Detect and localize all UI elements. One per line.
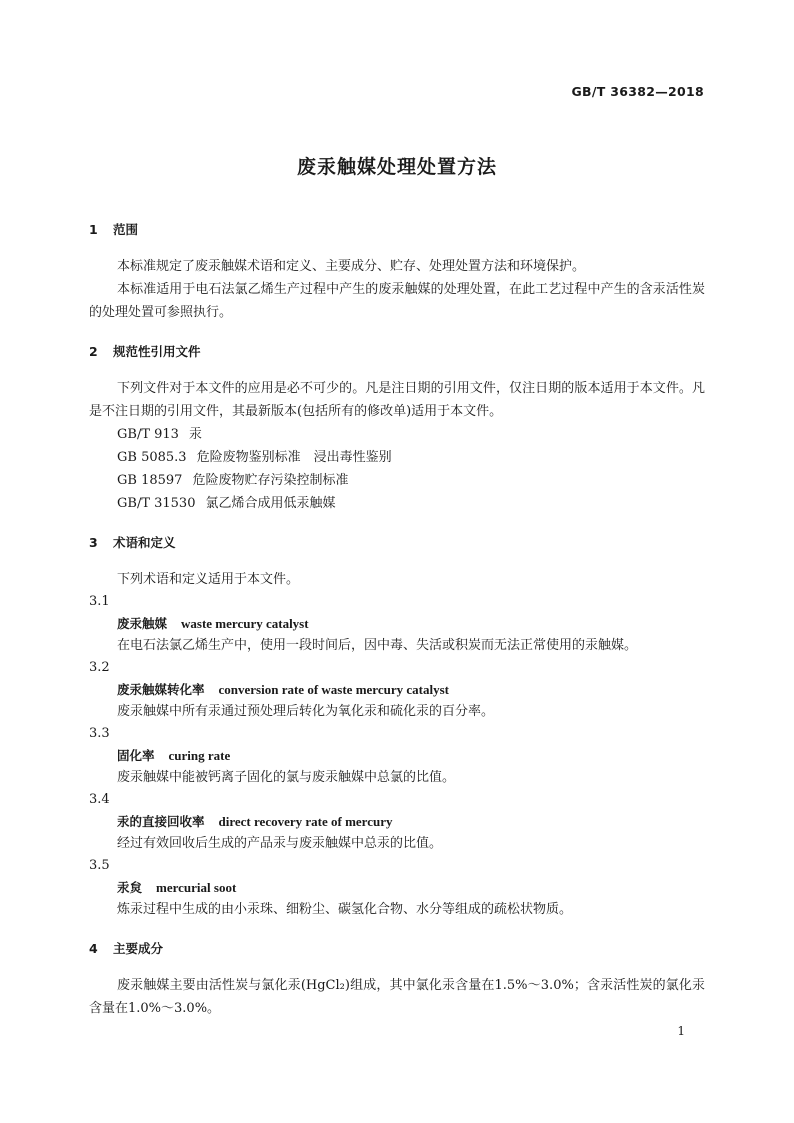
- reference-item: [89, 423, 705, 446]
- section-scope: [89, 220, 705, 324]
- term-chinese: 汞炱: [117, 880, 143, 895]
- term-definition: 废汞触媒中能被钙离子固化的氯与废汞触媒中总氯的比值。: [117, 770, 456, 785]
- section-heading: [89, 220, 705, 240]
- term-heading: [89, 613, 705, 635]
- reference-name: 氯乙烯合成用低汞触媒: [205, 496, 336, 511]
- paragraph: 废汞触媒主要由活性炭与氯化汞(HgCl₂)组成，其中氯化汞含量在1.5%～3.0%；含汞活性炭的氯化汞含量在1.0%～3.0%。: [89, 978, 705, 1016]
- page-number: 1: [677, 1024, 685, 1038]
- term-definition: 在电石法氯乙烯生产中，使用一段时间后，因中毒、失活或积炭而无法正常使用的汞触媒。: [117, 638, 638, 653]
- term-definition: 经过有效回收后生成的产品汞与废汞触媒中总汞的比值。: [117, 836, 443, 851]
- term-heading: [89, 811, 705, 833]
- section-terms-definitions: [89, 533, 705, 921]
- reference-name: 危险废物鉴别标准 浸出毒性鉴别: [196, 450, 392, 465]
- section-number: 4: [89, 941, 98, 956]
- document-body: [89, 220, 705, 1038]
- standard-code: GB/T 36382—2018: [571, 84, 704, 99]
- reference-code: GB/T 31530: [117, 496, 196, 511]
- section-title: 主要成分: [113, 941, 164, 956]
- term-english: direct recovery rate of mercury: [218, 814, 393, 829]
- reference-code: GB/T 913: [117, 427, 179, 442]
- document-title: 废汞触媒处理处置方法: [296, 156, 497, 178]
- section-heading: [89, 342, 705, 362]
- reference-code: GB 5085.3: [117, 450, 187, 465]
- reference-name: 危险废物贮存污染控制标准: [192, 473, 349, 488]
- term-heading: [89, 745, 705, 767]
- term-chinese: 固化率: [117, 748, 155, 763]
- paragraph: 下列文件对于本文件的应用是必不可少的。凡是注日期的引用文件，仅注日期的版本适用于本文件。凡是不注日期的引用文件，其最新版本(包括所有的修改单)适用于本文件。: [89, 381, 705, 419]
- section-number: 1: [89, 222, 98, 237]
- section-number: 3: [89, 535, 98, 550]
- term-english: curing rate: [168, 748, 231, 763]
- paragraph: 本标准规定了废汞触媒术语和定义、主要成分、贮存、处理处置方法和环境保护。: [117, 259, 586, 274]
- term-heading: [89, 877, 705, 899]
- reference-item: [89, 469, 705, 492]
- reference-code: GB 18597: [117, 473, 183, 488]
- section-number: 2: [89, 344, 98, 359]
- section-normative-references: [89, 342, 705, 515]
- term-heading: [89, 679, 705, 701]
- term-number: 3.4: [89, 792, 110, 807]
- section-heading: [89, 533, 705, 553]
- term-chinese: 废汞触媒转化率: [117, 682, 205, 697]
- term-english: mercurial soot: [156, 880, 237, 895]
- reference-name: 汞: [188, 427, 202, 442]
- reference-item: [89, 446, 705, 469]
- section-main-components: [89, 939, 705, 1020]
- term-chinese: 废汞触媒: [117, 616, 168, 631]
- paragraph: 本标准适用于电石法氯乙烯生产过程中产生的废汞触媒的处理处置，在此工艺过程中产生的含汞活性炭的处理处置可参照执行。: [89, 282, 705, 320]
- section-heading: [89, 939, 705, 959]
- term-number: 3.5: [89, 858, 110, 873]
- term-definition: 废汞触媒中所有汞通过预处理后转化为氧化汞和硫化汞的百分率。: [117, 704, 495, 719]
- term-definition: 炼汞过程中生成的由小汞珠、细粉尘、碳氢化合物、水分等组成的疏松状物质。: [117, 902, 573, 917]
- term-number: 3.1: [89, 594, 110, 609]
- paragraph: 下列术语和定义适用于本文件。: [117, 572, 300, 587]
- section-title: 规范性引用文件: [113, 344, 201, 359]
- term-english: waste mercury catalyst: [181, 616, 309, 631]
- section-title: 范围: [113, 222, 139, 237]
- term-number: 3.3: [89, 726, 110, 741]
- term-english: conversion rate of waste mercury catalyst: [218, 682, 449, 697]
- section-title: 术语和定义: [113, 535, 176, 550]
- reference-item: [89, 492, 705, 515]
- term-chinese: 汞的直接回收率: [117, 814, 205, 829]
- term-number: 3.2: [89, 660, 110, 675]
